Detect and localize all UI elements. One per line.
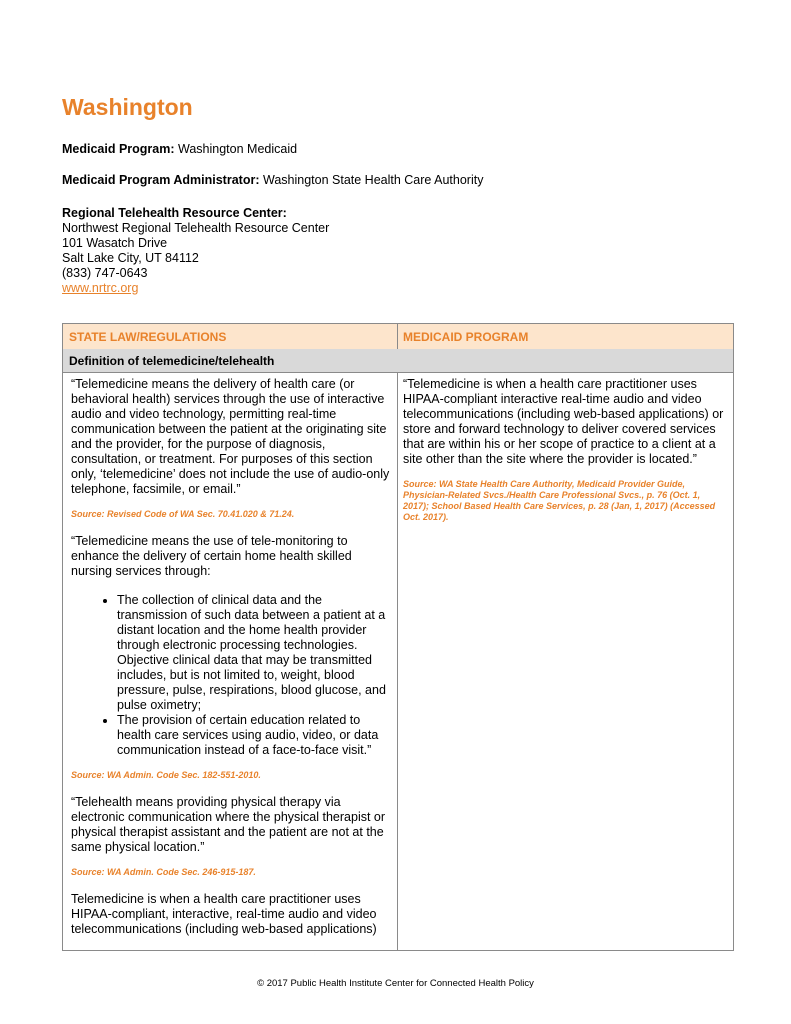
column-divider (397, 372, 398, 950)
rtrc-city: Salt Lake City, UT 84112 (62, 251, 199, 265)
section-label: Definition of telemedicine/telehealth (69, 354, 275, 368)
state-law-paragraph: Telemedicine is when a health care practitioner uses HIPAA-compliant, interactive, real-time audio and video telecommunications (including web-based applications) (71, 892, 377, 936)
source-citation: Source: WA Admin. Code Sec. 182-551-2010. (71, 770, 261, 780)
state-law-paragraph: “Telemedicine means the use of tele-monitoring to enhance the delivery of certain home health skilled nursing services through: (71, 534, 352, 578)
rtrc-label: Regional Telehealth Resource Center: (62, 206, 287, 220)
law-table (62, 323, 734, 951)
medicaid-program-line (62, 142, 297, 157)
rtrc-phone: (833) 747-0643 (62, 266, 148, 280)
rtrc-name: Northwest Regional Telehealth Resource Center (62, 221, 330, 235)
medicaid-admin-value: Washington State Health Care Authority (262, 173, 484, 187)
medicaid-admin-label: Medicaid Program Administrator: (62, 173, 260, 187)
medicaid-program-label: Medicaid Program: (62, 142, 175, 156)
page-footer: © 2017 Public Health Institute Center for Connected Health Policy (257, 978, 534, 989)
state-law-paragraph: “Telehealth means providing physical therapy via electronic communication where the physical therapist or physical therapist assistant and the patient are not at the same physical location.” (71, 795, 386, 854)
header-state-law: STATE LAW/REGULATIONS (69, 330, 227, 344)
state-law-cell (71, 377, 393, 937)
column-divider-header (397, 324, 398, 349)
page-title: Washington (62, 94, 193, 120)
bullet-list (71, 593, 393, 758)
medicaid-program-cell (403, 377, 725, 523)
source-citation: Source: WA State Health Care Authority, Medicaid Provider Guide, Physician-Related Svcs./Health Care Professional Svcs., p. 76 (Oct. 1, 2017); School Based Health Care Services, p. 28 (Jan, 1, 2017) (Accessed Oct. 2017). (403, 479, 716, 522)
medicaid-paragraph: “Telemedicine is when a health care practitioner uses HIPAA-compliant interactive real-time audio and video telecommunications (including web-based applications) or store and forward technology to deliver covered services that are within his or her scope of practice to a client at a site other than the site where the provider is located.” (403, 377, 724, 466)
list-item: • The collection of clinical data and the transmission of such data between a patient at a distant location and the home health provider through electronic processing technologies. Objective clinical data that may be transmitted includes, but is not limited to, weight, blood pressure, pulse, respirations, blood glucose, and pulse oximetry; (117, 593, 393, 713)
rtrc-street: 101 Wasatch Drive (62, 236, 168, 250)
medicaid-admin-line (62, 173, 483, 188)
header-medicaid-program: MEDICAID PROGRAM (403, 330, 529, 344)
source-citation: Source: Revised Code of WA Sec. 70.41.020 & 71.24. (71, 509, 295, 519)
rtrc-block (62, 206, 329, 296)
section-row (63, 349, 733, 373)
state-law-paragraph: “Telemedicine means the delivery of health care (or behavioral health) services through the use of interactive audio and video technology, permitting real-time communication between the patient at the originating site and the provider, for the purpose of diagnosis, consultation, or treatment. For purposes of this section only, ‘telemedicine’ does not include the use of audio-only telephone, facsimile, or email.” (71, 377, 390, 496)
source-citation: Source: WA Admin. Code Sec. 246-915-187. (71, 867, 256, 877)
rtrc-website-link[interactable]: www.nrtrc.org (62, 281, 139, 295)
list-item: • The provision of certain education related to health care services using audio, video, or data communication instead of a face-to-face visit.” (117, 713, 393, 758)
table-header-row (63, 324, 733, 350)
medicaid-program-value: Washington Medicaid (178, 142, 298, 156)
